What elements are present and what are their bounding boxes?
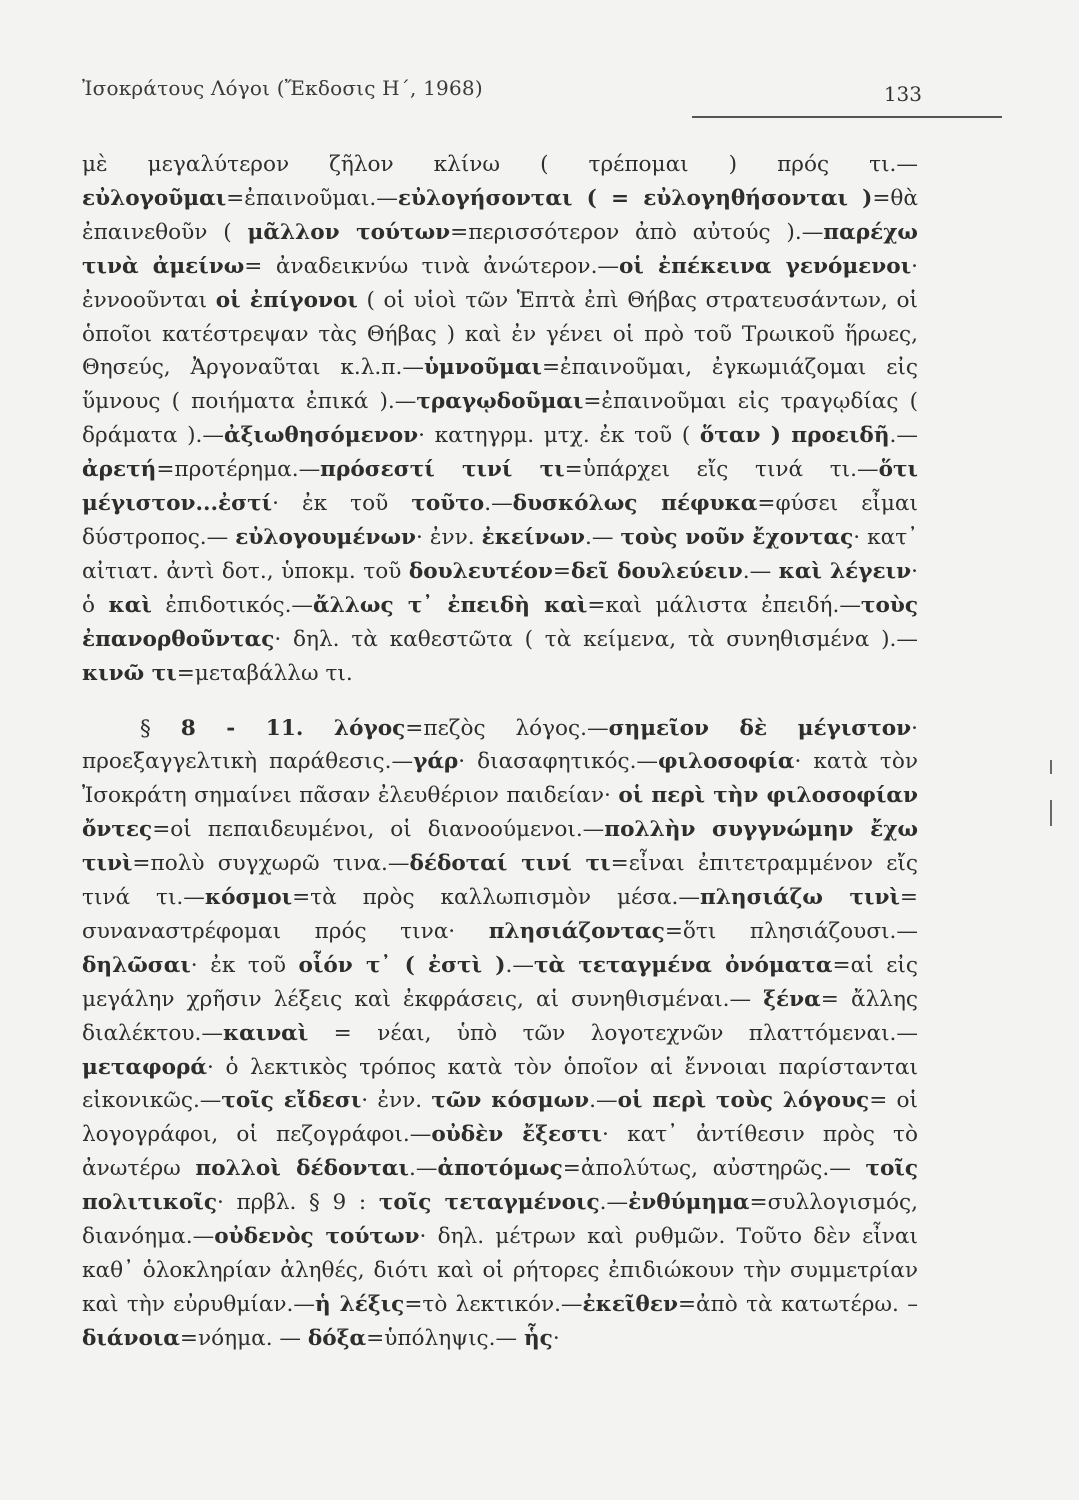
lemma-term: οἷόν τ᾿ ( ἐστὶ ) [298,952,506,978]
lemma-term: ἐκείνων [481,524,586,550]
lemma-term: κόσμοι [204,885,293,911]
lemma-term: ὅταν ) προειδῆ [699,423,890,449]
lemma-term: πολλὴν συγγνώμην ἔχω τινὶ [82,817,918,877]
lemma-term: μεταφορά [82,1054,207,1080]
lemma-term: πλησιάζω τινὶ [699,885,900,911]
gloss-text: =τὸ λεκτικόν.— [404,1291,583,1317]
gloss-text: =ἀπολύτως, αὐστηρῶς.— [562,1156,866,1182]
gloss-text: =ἐπαινοῦμαι.— [226,185,398,211]
gloss-text: .— [585,524,621,550]
gloss-text: · [552,1325,560,1351]
lemma-term: ἀρετή [82,457,157,483]
lemma-term: τοὺς ἐπανορθοῦντας [82,592,918,652]
lemma-term: τραγῳδοῦμαι [416,389,584,415]
gloss-text: .— [742,558,779,584]
lemma-term: φιλοσοφία [658,749,795,775]
gloss-text: = συναναστρέφομαι πρός τινα· [82,885,918,944]
lemma-term: παρέχω τινὰ ἀμείνω [82,219,918,279]
gloss-text: · ἐννοοῦνται [82,253,919,313]
lemma-term: δέδοταί τινί τι [409,851,611,877]
lemma-term: οὐδενὸς τούτων [214,1224,420,1250]
lemma-term: γάρ [413,749,459,775]
gloss-text: · δηλ. τὰ καθεστῶτα ( τὰ κείμενα, τὰ συνηθισμένα ).— [274,626,918,652]
gloss-text: · δηλ. μέτρων καὶ ρυθμῶν. Τοῦτο δὲν εἶναι καθ᾿ ὁλοκληρίαν ἀληθές, διότι καὶ οἱ ρήτορες ἐπιδιώκουν τὴν συμμετρίαν καὶ τὴν εὐρυθμίαν.— [82,1224,918,1317]
page-number: 133 [883,82,922,106]
gloss-text: = [552,558,571,584]
gloss-text: =ὑπόληψις.— [366,1325,524,1351]
gloss-text: =θὰ ἐπαινεθοῦν ( [82,185,918,245]
lemma-term: πρόσεστί τινί τι [320,457,565,483]
page-header [82,76,922,120]
gloss-text: =εἶναι ἐπιτετραμμένον εἴς τινά τι.— [82,851,918,911]
lemma-term: εὐλογήσονται ( = εὐλογηθήσονται ) [397,185,873,211]
gloss-text: · πρβλ. § 9 : [216,1190,379,1216]
gloss-text: =ἐπαινοῦμαι εἰς τραγῳδίας ( δράματα ).— [82,389,919,449]
gloss-text: · ἐνν. [361,1088,432,1114]
gloss-text: · κατηγρμ. μτχ. ἐκ τοῦ ( [418,423,700,449]
lemma-term: 8 - 11. λόγος [180,715,406,741]
lemma-term: καιναὶ [222,1020,309,1046]
gloss-text: .— [589,1088,618,1114]
gloss-text: · προεξαγγελτικὴ παράθεσις.— [82,715,918,775]
lemma-term: ὑμνοῦμαι [423,355,542,381]
lemma-term: ὅτι μέγιστον...ἐστί [82,457,918,517]
gloss-text: .— [599,1190,629,1216]
lemma-term: τοῖς πολιτικοῖς [82,1156,918,1216]
gloss-text: =προτέρημα.— [156,457,321,483]
gloss-text: · κατ᾿ αἰτιατ. ἀντὶ δοτ., ὑποκμ. τοῦ [82,524,918,584]
lemma-term: δόξα [307,1325,367,1351]
header-rule [692,116,1002,118]
lemma-term: εὐλογουμένων [235,524,417,550]
lemma-term: μᾶλλον τούτων [247,219,451,245]
lemma-term: τοὺς νοῦν ἔχοντας [620,524,854,550]
gloss-text: · κατ᾿ ἀντίθεσιν πρὸς τὸ ἀνωτέρω [82,1122,918,1182]
lemma-term: κινῶ τι [82,660,177,686]
lemma-term: δουλευτέον [408,558,553,584]
lemma-term: ἧς [523,1325,553,1351]
gloss-text: μὲ μεγαλύτερον ζῆλον κλίνω ( τρέπομαι ) πρός τι.— [82,152,918,177]
gloss-text: =νόημα. — [179,1325,308,1351]
lemma-term: διάνοια [82,1325,180,1351]
lemma-term: δεῖ δουλεύειν [571,558,743,584]
lemma-term: οἱ ἐπίγονοι [215,287,358,313]
gloss-text: = οἱ λογογράφοι, οἱ πεζογράφοι.— [82,1088,918,1148]
gloss-text: · ὁ λεκτικὸς τρόπος κατὰ τὸν ὁποῖον αἱ ἔννοιαι παρίστανται εἰκονικῶς.— [82,1054,918,1114]
gloss-text: = ἄλλης διαλέκτου.— [82,986,918,1046]
gloss-text: =αἱ εἰς μεγάλην χρῆσιν λέξεις καὶ ἐκφράσεις, αἱ συνηθισμέναι.— [82,952,918,1012]
gloss-text: =οἱ πεπαιδευμένοι, οἱ διανοούμενοι.— [152,817,605,843]
gloss-text: = νέαι, ὑπὸ τῶν λογοτεχνῶν πλαττόμεναι.— [308,1020,918,1046]
lemma-term: πολλοὶ δέδονται [195,1156,409,1182]
lemma-term: ἐνθύμημα [628,1190,750,1216]
commentary-text [82,148,918,1356]
lemma-term: τὰ τεταγμένα ὀνόματα [533,952,833,978]
lemma-term: οἱ περὶ τοὺς λόγους [617,1088,870,1114]
commentary-paragraph-section-8-11 [82,712,918,1356]
commentary-paragraph [82,148,918,691]
gloss-text: § [140,715,181,741]
lemma-term: ἐκεῖθεν [582,1291,678,1317]
gloss-text: · ἐκ τοῦ [190,952,299,978]
margin-mark [1050,800,1052,826]
gloss-text: =μεταβάλλω τι. [176,660,353,686]
gloss-text: · διασαφητικός.— [458,749,659,775]
gloss-text: =συλλογισμός, διανόημα.— [82,1190,918,1250]
lemma-term: σημεῖον δὲ μέγιστον [608,715,912,741]
gloss-text: ( οἱ υἱοὶ τῶν Ἑπτὰ ἐπὶ Θήβας στρατευσάντων, οἱ ὁποῖοι κατέστρεψαν τὰς Θήβας ) καὶ ἐν γένει οἱ πρὸ τοῦ Τρωικοῦ ἥρωες, Θησεύς, Ἀργοναῦται κ.λ.π.— [82,287,919,381]
lemma-term: καὶ λέγειν [778,558,912,584]
gloss-text: ἐπιδοτικός.— [151,592,314,618]
lemma-term: εὐλογοῦμαι [82,185,227,211]
gloss-text: =ἐπαινοῦμαι, ἐγκωμιάζομαι εἰς ὕμνους ( ποιήματα ἐπικά ).— [82,355,918,415]
margin-mark [1050,760,1052,774]
gloss-text: .— [409,1156,438,1182]
lemma-term: τοῖς εἴδεσι [221,1088,362,1114]
lemma-term: πλησιάζοντας [488,918,665,944]
lemma-term: ἡ λέξις [314,1291,405,1317]
lemma-term: ἀποτόμως [437,1156,563,1182]
gloss-text: · ὁ [82,558,918,618]
lemma-term: καὶ [108,592,152,618]
running-title: Ἰσοκράτους Λόγοι (Ἔκδοσις Η΄, 1968) [82,76,483,100]
gloss-text: =τὰ πρὸς καλλωπισμὸν μέσα.— [292,885,700,911]
lemma-term: δυσκόλως πέφυκα [512,491,758,517]
lemma-term: τῶν κόσμων [431,1088,590,1114]
lemma-term: τοῖς τεταγμένοις [378,1190,600,1216]
lemma-term: δηλῶσαι [82,952,191,978]
gloss-text: .— [889,423,918,449]
gloss-text: · κατὰ τὸν Ἰσοκράτη σημαίνει πᾶσαν ἐλευθέριον παιδείαν· [82,749,918,809]
gloss-text: .— [505,952,534,978]
gloss-text: .— [484,491,513,517]
gloss-text: = ἀναδεικνύω τινὰ ἀνώτερον.— [244,253,620,279]
gloss-text: =ἀπὸ τὰ κατωτέρω. – [677,1291,918,1317]
lemma-term: τοῦτο [411,491,485,517]
gloss-text: =ὑπάρχει εἴς τινά τι.— [564,457,879,483]
lemma-term: ἄλλως τ᾿ ἐπειδὴ καὶ [313,592,588,618]
gloss-text: =καὶ μάλιστα ἐπειδή.— [587,592,861,618]
lemma-term: ἀξιωθησόμενον [223,423,419,449]
lemma-term: οἱ ἐπέκεινα γενόμενοι [619,253,912,279]
gloss-text: =πεζὸς λόγος.— [405,715,609,741]
lemma-term: ξένα [763,986,821,1012]
gloss-text: · ἐνν. [416,524,482,550]
gloss-text: =περισσότερον ἀπὸ αὐτούς ).— [450,219,824,245]
lemma-term: οἱ περὶ τὴν φιλοσοφίαν ὄντες [82,783,918,843]
gloss-text: · ἐκ τοῦ [272,491,412,517]
lemma-term: οὐδὲν ἔξεστι [431,1122,603,1148]
gloss-text: =πολὺ συγχωρῶ τινα.— [132,851,410,877]
gloss-text: =φύσει εἶμαι δύστροπος.— [82,491,918,550]
gloss-text: =ὅτι πλησιάζουσι.— [664,918,918,944]
